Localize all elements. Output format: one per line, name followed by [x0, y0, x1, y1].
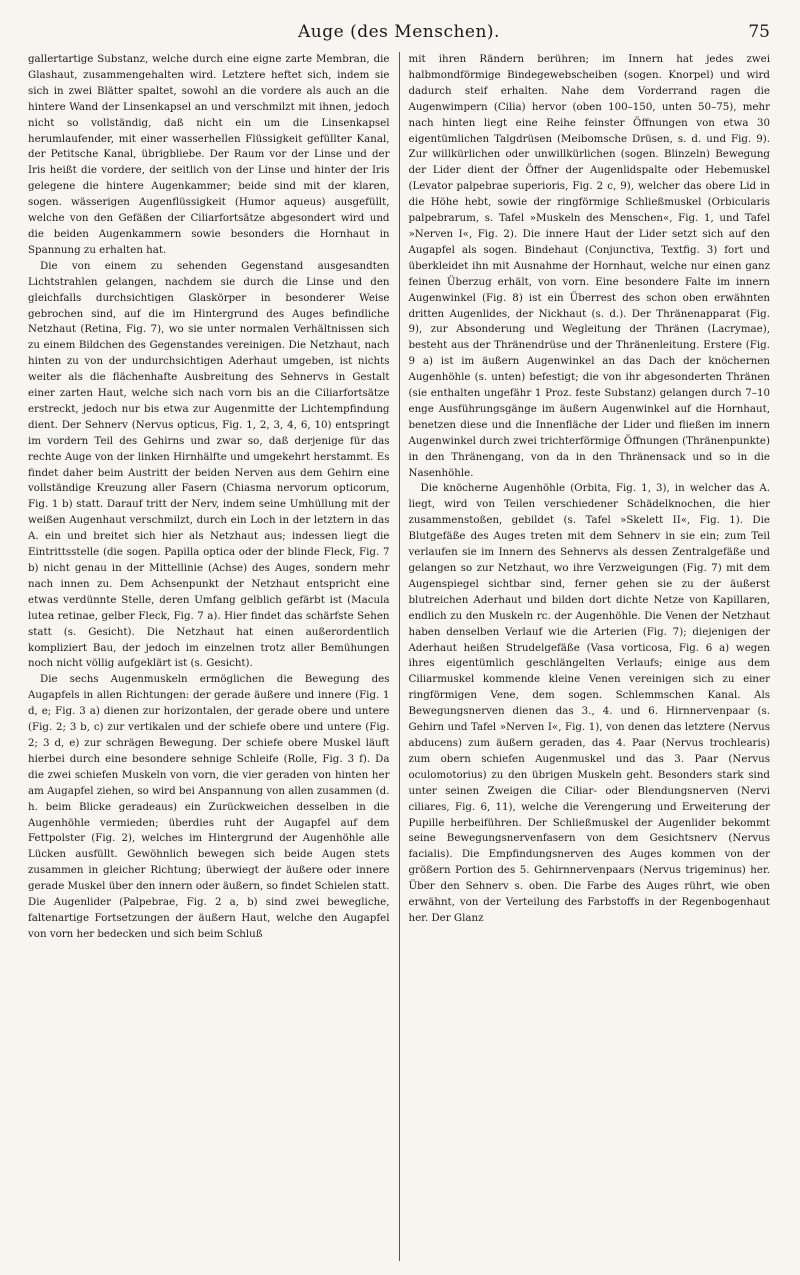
- right-column: [400, 52, 771, 1261]
- paragraph: Die knöcherne Augenhöhle (Orbita, Fig. 1, 3), in welcher das A. liegt, wird von Teilen verschiedener Schädelknochen, die hier zusammenstoßen, gebildet (s. Tafel »Skelett II«, Fig. 1). Die Blutgefäße des Auges treten mit dem Sehnerv in sie ein; zum Teil verlaufen sie im Innern des Sehnervs als dessen Zentralgefäße und gelangen so zur Netzhaut, wo ihre Verzweigungen (Fig. 7) mit dem Augenspiegel sichtbar sind, ferner gehen sie zu der äußerst blutreichen Aderhaut und bilden dort dichte Netze von Kapillaren, endlich zu den Muskeln rc. der Augenhöhle. Die Venen der Netzhaut haben denselben Verlauf wie die Arterien (Fig. 7); diejenigen der Aderhaut heißen Strudelgefäße (Vasa vorticosa, Fig. 6 a) wegen ihres eigentümlich geschlängelten Verlaufs; einige aus dem Ciliarmuskel kommende kleine Venen vereinigen sich zu einer ringförmigen Vene, dem sogen. Schlemmschen Kanal. Als Bewegungsnerven dienen das 3., 4. und 6. Hirnnervenpaar (s. Gehirn und Tafel »Nerven I«, Fig. 1), von denen das letztere (Nervus abducens) zum äußern geraden, das 4. Paar (Nervus trochlearis) zum obern schiefen Augenmuskel und das 3. Paar (Nervus oculomotorius) zu den übrigen Muskeln geht. Besonders stark sind unter seinen Zweigen die Ciliar- oder Blendungsnerven (Nervi ciliares, Fig. 6, 11), welche die Verengerung und Erweiterung der Pupille herbeiführen. Der Schließmuskel der Augenlider bekommt seine Bewegungsnervenfasern von dem Gesichtsnerv (Nervus facialis). Die Empfindungsnerven des Auges kommen von der größern Portion des 5. Gehirnnervenpaars (Nervus trigeminus) her. Über den Sehnerv s. oben. Die Farbe des Auges rührt, wie oben erwähnt, von der Verteilung des Farbstoffs in der Regenbogenhaut her. Der Glanz: [408, 482, 770, 924]
- paragraph: Die sechs Augenmuskeln ermöglichen die Bewegung des Augapfels in allen Richtungen: der gerade äußere und innere (Fig. 1 d, e; Fig. 3 a) dienen zur horizontalen, der gerade obere und untere (Fig. 2; 3 b, c) zur vertikalen und der schiefe obere und untere (Fig. 2; 3 d, e) zur schrägen Bewegung. Der schiefe obere Muskel läuft hierbei durch eine besondere sehnige Schleife (Rolle, Fig. 3 f). Da die zwei schiefen Muskeln von vorn, die vier geraden von hinten her am Augapfel ziehen, so wird bei Anspannung von allen zusammen (d. h. beim Blicke geradeaus) ein Zurückweichen desselben in die Augenhöhle vermieden; überdies ruht der Augapfel auf dem Fettpolster (Fig. 2), welches im Hintergrund der Augenhöhle alle Lücken ausfüllt. Gewöhnlich bewegen sich beide Augen stets zusammen in gleicher Richtung; überwiegt der äußere oder innere gerade Muskel über den innern oder äußern, so findet Schielen statt. Die Augenlider (Palpebrae, Fig. 2 a, b) sind zwei bewegliche, faltenartige Fortsetzungen der äußern Haut, welche den Augapfel von vorn her bedecken und sich beim Schluß: [28, 673, 390, 940]
- running-title: Auge (des Menschen).: [298, 22, 500, 42]
- paragraph: gallertartige Substanz, welche durch eine eigne zarte Membran, die Glashaut, zusammengehalten wird. Letztere heftet sich, indem sie sich in zwei Blätter spaltet, sowohl an die vordere als auch an die hintere Wand der Linsenkapsel an und verschmilzt mit ihnen, jedoch nicht so vollständig, daß nicht ein um die Linsenkapsel herumlaufender, mit einer wasserhellen Flüssigkeit gefüllter Kanal, der Petitsche Kanal, übrigbliebe. Der Raum vor der Linse und der Iris heißt die vordere, der seitlich von der Linse und hinter der Iris gelegene die hintere Augenkammer; beide sind mit der klaren, sogen. wässerigen Augenflüssigkeit (Humor aqueus) ausgefüllt, welche von den Gefäßen der Ciliarfortsätze abgesondert wird und die beiden Augenkammern sowie besonders die Hornhaut in Spannung zu erhalten hat.: [28, 53, 390, 256]
- paragraph: Die von einem zu sehenden Gegenstand ausgesandten Lichtstrahlen gelangen, nachdem sie durch die Linse und den gleichfalls durchsichtigen Glaskörper in besonderer Weise gebrochen sind, auf die im Hintergrund des Auges befindliche Netzhaut (Retina, Fig. 7), wo sie unter normalen Verhältnissen sich zu einem Bildchen des Gegenstandes vereinigen. Die Netzhaut, nach hinten zu von der undurchsichtigen Aderhaut umgeben, ist nichts weiter als die flächenhafte Ausbreitung des Sehnervs in Gestalt einer zarten Haut, welche sich nach vorn bis an die Ciliarfortsätze erstreckt, jedoch nur bis etwa zur Augenmitte der Lichtempfindung dient. Der Sehnerv (Nervus opticus, Fig. 1, 2, 3, 4, 6, 10) entspringt im vordern Teil des Gehirns und zwar so, daß derjenige für das rechte Auge von der linken Hirnhälfte und umgekehrt herstammt. Es findet daher beim Austritt der beiden Nerven aus dem Gehirn eine vollständige Kreuzung aller Fasern (Chiasma nervorum opticorum, Fig. 1 b) statt. Darauf tritt der Nerv, indem seine Umhüllung mit der weißen Augenhaut verschmilzt, durch ein Loch in der letztern in das A. ein und breitet sich hier als Netzhaut aus; indessen liegt die Eintrittsstelle (die sogen. Papilla optica oder der blinde Fleck, Fig. 7 b) nicht genau in der Mittellinie (Achse) des Auges, sondern mehr nach innen zu. Dem Achsenpunkt der Netzhaut entspricht eine etwas verdünnte Stelle, deren Umfang gelblich gefärbt ist (Macula lutea retinae, gelber Fleck, Fig. 7 a). Hier findet das schärfste Sehen statt (s. Gesicht). Die Netzhaut hat einen außerordentlich kompliziert Bau, der jedoch im einzelnen trotz aller Bemühungen noch nicht völlig aufgeklärt ist (s. Gesicht).: [28, 259, 390, 670]
- left-column: [28, 52, 399, 1261]
- text-columns: [28, 52, 770, 1261]
- page-header: [28, 12, 770, 52]
- page-number: 75: [748, 22, 770, 42]
- paragraph: mit ihren Rändern berühren; im Innern hat jedes zwei halbmondförmige Bindegewebscheiben (sogen. Knorpel) und wird dadurch steif erhalten. Nahe dem Vorderrand ragen die Augenwimpern (Cilia) hervor (oben 100–150, unten 50–75), mehr nach hinten liegt eine Reihe feinster Öffnungen von etwa 30 eigentümlichen Talgdrüsen (Meibomsche Drüsen, s. d. und Fig. 9). Zur willkürlichen oder unwillkürlichen (sogen. Blinzeln) Bewegung der Lider dient der Öffner der Augenlidspalte oder Hebemuskel (Levator palpebrae superioris, Fig. 2 c, 9), welcher das obere Lid in die Höhe hebt, sowie der ringförmige Schließmuskel (Orbicularis palpebrarum, s. Tafel »Muskeln des Menschen«, Fig. 1, und Tafel »Nerven I«, Fig. 2). Die innere Haut der Lider setzt sich auf den Augapfel als sogen. Bindehaut (Conjunctiva, Textfig. 3) fort und überkleidet ihn mit Ausnahme der Hornhaut, welche nur einen ganz feinen Überzug erhält, von vorn. Eine besondere Falte im innern Augenwinkel (Fig. 8) ist ein Überrest des schon oben erwähnten dritten Augenlides, der Nickhaut (s. d.). Der Thränenapparat (Fig. 9), zur Absonderung und Wegleitung der Thränen (Lacrymae), besteht aus der Thränendrüse und der Thränenleitung. Erstere (Fig. 9 a) ist im äußern Augenwinkel an das Dach der knöchernen Augenhöhle (s. unten) befestigt; die von ihr abgesonderten Thränen (sie enthalten ungefähr 1 Proz. feste Substanz) gelangen durch 7–10 enge Ausführungsgänge im äußern Augenwinkel auf die Hornhaut, benetzen diese und die Innenfläche der Lider und fließen im innern Augenwinkel durch zwei trichterförmige Öffnungen (Thränenpunkte) in den Thränengang, von da in den Thränensack und so in die Nasenhöhle.: [408, 53, 770, 479]
